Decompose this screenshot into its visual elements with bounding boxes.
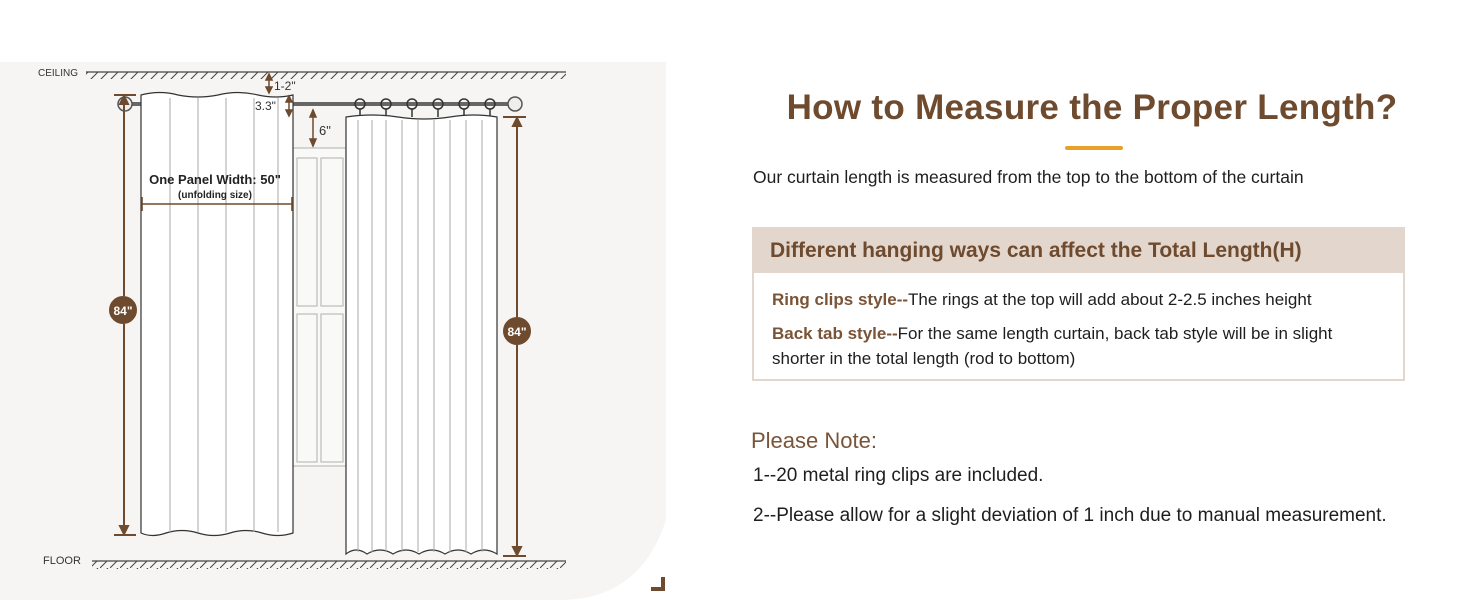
right-length-label: 84" — [507, 325, 527, 339]
hanging-ways-box — [752, 227, 1405, 381]
back-tab-label: Back tab style-- — [772, 324, 898, 343]
right-curtain — [346, 115, 497, 554]
intro-text: Our curtain length is measured from the top to the bottom of the curtain — [753, 167, 1304, 187]
rod-offset-label: 6" — [319, 123, 331, 138]
back-tab-item — [772, 321, 1385, 371]
curtain-measurement-diagram — [0, 0, 670, 600]
left-length-label: 84" — [113, 304, 133, 318]
page-title: How to Measure the Proper Length? — [786, 88, 1398, 127]
left-curtain — [141, 93, 293, 536]
panel-width-sublabel: (unfolding size) — [178, 190, 252, 201]
ring-drop-label: 3.3" — [255, 99, 276, 113]
note-item-2: 2--Please allow for a slight deviation of 1 inch due to manual measurement. — [753, 505, 1387, 526]
panel-width-label: One Panel Width: 50" — [149, 172, 281, 187]
ceiling-label: CEILING — [38, 68, 79, 79]
back-tab-text: For the same length curtain, back tab style will be in slight shorter in the total length (rod to bottom) — [772, 324, 1333, 368]
ring-clips-text: The rings at the top will add about 2-2.5 inches height — [908, 290, 1312, 309]
gap-label: 1-2" — [274, 79, 296, 93]
hanging-ways-header: Different hanging ways can affect the Total Length(H) — [754, 229, 1403, 273]
window-frame — [293, 148, 346, 466]
floor-hatch — [92, 561, 566, 569]
floor-label: FLOOR — [43, 555, 81, 567]
hanging-ways-body — [754, 273, 1403, 371]
corner-mark — [651, 577, 665, 591]
ring-clips-item — [772, 287, 1385, 312]
note-title: Please Note: — [751, 428, 877, 453]
title-underline — [1065, 146, 1123, 150]
ceiling-hatch — [86, 72, 566, 79]
note-item-1: 1--20 metal ring clips are included. — [753, 465, 1044, 486]
ring-clips-label: Ring clips style-- — [772, 290, 909, 309]
